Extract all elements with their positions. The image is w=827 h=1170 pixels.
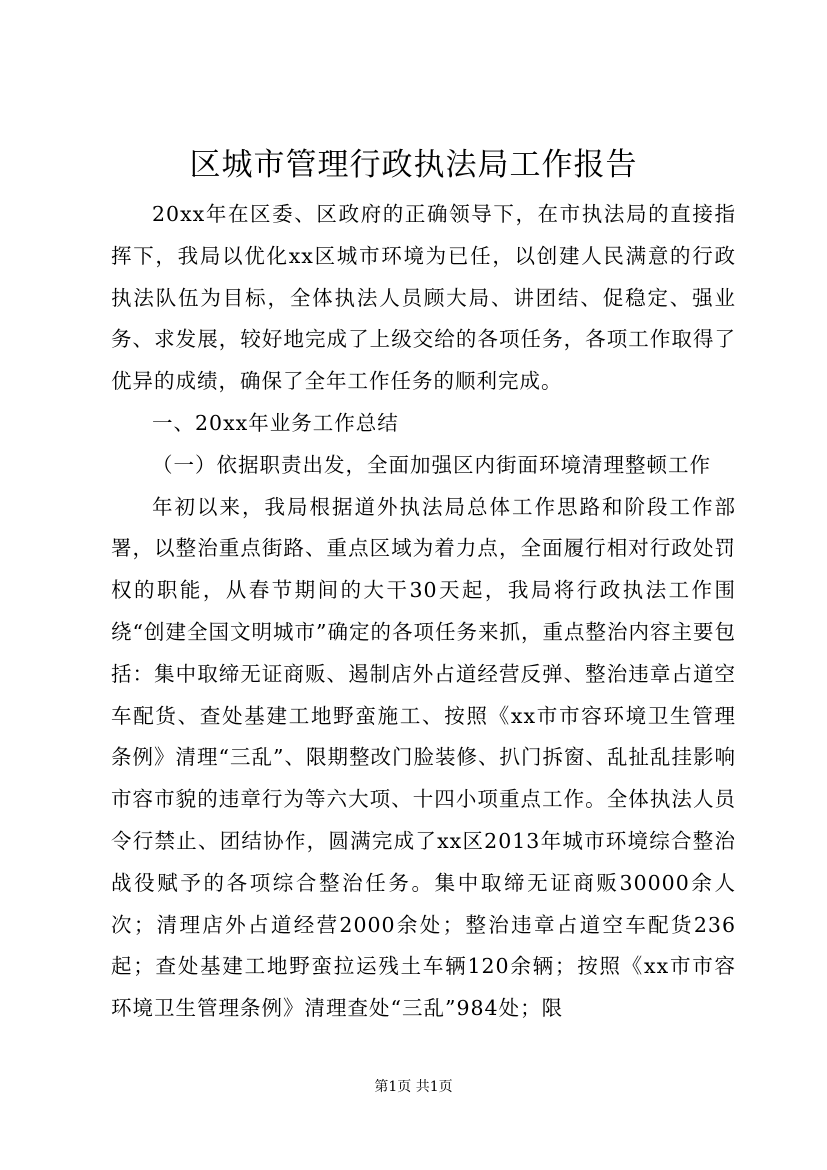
document-body [111, 194, 736, 1030]
subsection-heading-1: （一）依据职责出发，全面加强区内街面环境清理整顿工作 [152, 452, 711, 477]
paragraph-body: 年初以来，我局根据道外执法局总体工作思路和阶段工作部署，以整治重点街路、重点区域为着力点，全面履行相对行政处罚权的职能，从春节期间的大干30天起，我局将行政执法工作围绕“创建全国文明城市”确定的各项任务来抓，重点整治内容主要包括：集中取缔无证商贩、遏制店外占道经营反弹、整治违章占道空车配货、查处基建工地野蛮施工、按照《xx市市容环境卫生管理条例》清理“三乱”、限期整改门脸装修、扒门拆窗、乱扯乱挂影响市容市貌的违章行为等六大项、十四小项重点工作。全体执法人员令行禁止、团结协作，圆满完成了xx区2013年城市环境综合整治战役赋予的各项综合整治任务。集中取缔无证商贩30000余人次；清理店外占道经营2000余处；整治违章占道空车配货236起；查处基建工地野蛮拉运残土车辆120余辆；按照《xx市市容环境卫生管理条例》清理查处“三乱”984处；限 [111, 494, 736, 1021]
paragraph-intro: 20xx年在区委、区政府的正确领导下，在市执法局的直接指挥下，我局以优化xx区城市环境为已任，以创建人民满意的行政执法队伍为目标，全体执法人员顾大局、讲团结、促稳定、强业务、求发展，较好地完成了上级交给的各项任务，各项工作取得了优异的成绩，确保了全年工作任务的顺利完成。 [111, 202, 736, 394]
document-title: 区城市管理行政执法局工作报告 [189, 147, 638, 183]
section-heading-1: 一、20xx年业务工作总结 [152, 410, 399, 435]
page-footer: 第1页 共1页 [374, 1079, 453, 1095]
